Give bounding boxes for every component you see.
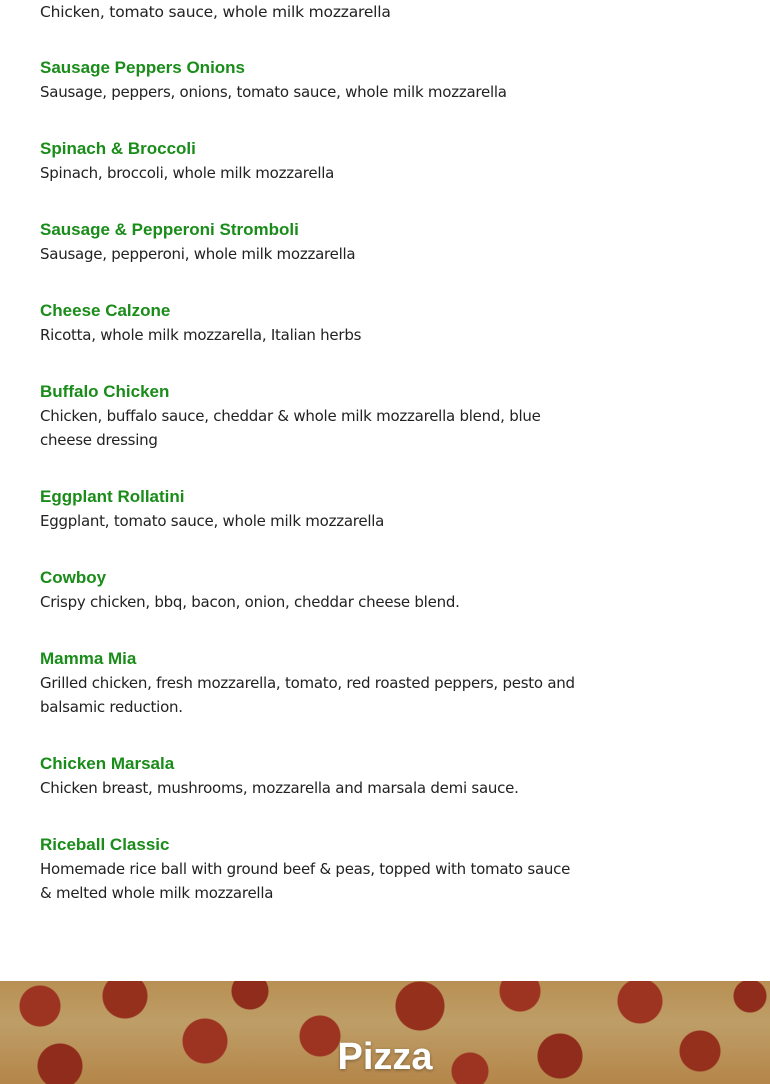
- menu-item-name: Sausage Peppers Onions: [40, 58, 246, 77]
- menu-item: [40, 751, 585, 800]
- menu-item-name: Cowboy: [40, 568, 107, 587]
- menu-item-name: Buffalo Chicken: [40, 382, 170, 401]
- menu-item-description: Chicken breast, mushrooms, mozzarella and marsala demi sauce.: [40, 779, 519, 797]
- menu-item-description: Eggplant, tomato sauce, whole milk mozzarella: [40, 512, 385, 530]
- menu-item-description: Grilled chicken, fresh mozzarella, tomato, red roasted peppers, pesto and balsamic reduction.: [40, 674, 575, 716]
- menu-item-description: Sausage, pepperoni, whole milk mozzarella: [40, 245, 356, 263]
- menu-item-name: Chicken Marsala: [40, 754, 175, 773]
- pizza-section-banner: [0, 981, 770, 1084]
- menu-item: [40, 646, 585, 719]
- menu-item-description: Crispy chicken, bbq, bacon, onion, cheddar cheese blend.: [40, 593, 460, 611]
- menu-item-name: Sausage & Pepperoni Stromboli: [40, 220, 299, 239]
- menu-item-name: Eggplant Rollatini: [40, 487, 185, 506]
- menu-item-description: Homemade rice ball with ground beef & peas, topped with tomato sauce & melted whole milk mozzarella: [40, 860, 571, 902]
- menu-item: [40, 136, 585, 185]
- menu-item: [40, 55, 585, 104]
- menu-item-description: Chicken, tomato sauce, whole milk mozzarella: [40, 3, 391, 21]
- menu-item-name: Riceball Classic: [40, 835, 170, 854]
- section-title: Pizza: [337, 1036, 433, 1078]
- menu-item-name: Mamma Mia: [40, 649, 137, 668]
- menu-item-description: Ricotta, whole milk mozzarella, Italian herbs: [40, 326, 362, 344]
- menu-item-description: Sausage, peppers, onions, tomato sauce, whole milk mozzarella: [40, 83, 507, 101]
- menu-item: [40, 832, 585, 905]
- menu-item: [40, 484, 585, 533]
- menu-item: [40, 379, 585, 452]
- menu-item: [40, 565, 585, 614]
- menu-item-description: Spinach, broccoli, whole milk mozzarella: [40, 164, 335, 182]
- menu-item: [40, 217, 585, 266]
- menu-item-description: Chicken, buffalo sauce, cheddar & whole milk mozzarella blend, blue cheese dressing: [40, 407, 541, 449]
- menu-item-name: Cheese Calzone: [40, 301, 171, 320]
- menu-item-name: Spinach & Broccoli: [40, 139, 196, 158]
- menu-item: [40, 298, 585, 347]
